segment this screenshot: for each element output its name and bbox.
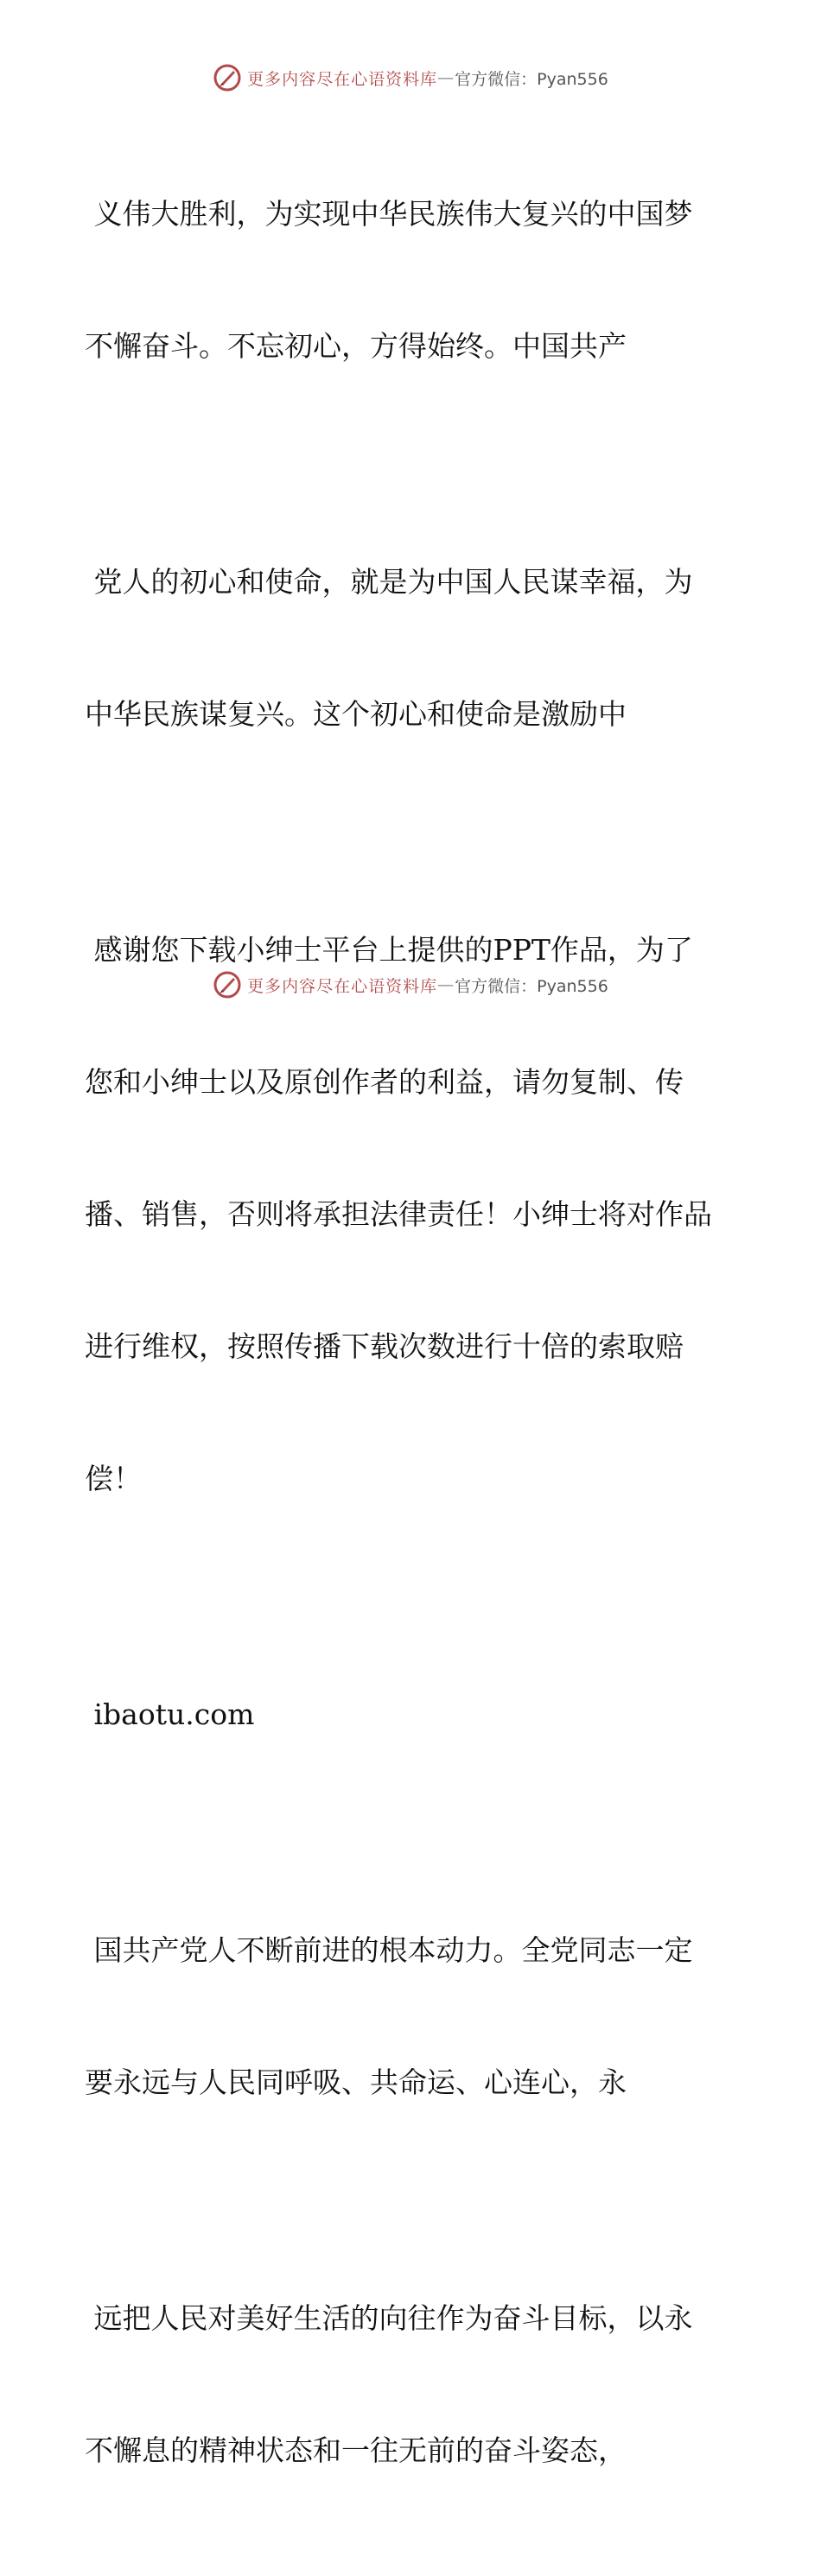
banner-left-text: 更多内容尽在心语资料库 [247, 69, 438, 89]
paragraph-line: 要永远与人民同呼吸、共命运、心连心，永 [85, 2065, 627, 2099]
banner-left-text: 更多内容尽在心语资料库 [247, 976, 438, 996]
paragraph-2 [85, 472, 776, 824]
paragraph-line: ibaotu.com [85, 1697, 255, 1731]
paragraph-line: 不懈奋斗。不忘初心，方得始终。中国共产 [85, 329, 627, 363]
paragraph-6 [85, 2208, 776, 2560]
paragraph-4 [85, 1604, 776, 1824]
paragraph-line: 进行维权，按照传播下载次数进行十倍的索取赔 [85, 1329, 684, 1363]
quill-logo-icon [213, 63, 242, 92]
banner-right-text: 官方微信：Pyan556 [455, 69, 608, 89]
document-body [85, 104, 776, 2576]
header-banner [0, 60, 821, 95]
paragraph-line: 中华民族谋复兴。这个初心和使命是激励中 [85, 697, 627, 731]
banner-right-text: 官方微信：Pyan556 [455, 976, 608, 996]
paragraph-line: 国共产党人不断前进的根本动力。全党同志一定 [85, 1933, 693, 1967]
paragraph-line: 您和小绅士以及原创作者的利益，请勿复制、传 [85, 1065, 684, 1099]
paragraph-5 [85, 1840, 776, 2192]
paragraph-line: 远把人民对美好生活的向往作为奋斗目标，以永 [85, 2301, 693, 2335]
banner-separator: — [437, 975, 455, 994]
paragraph-line: 偿！ [85, 1462, 142, 1495]
footer-banner [0, 968, 821, 1002]
paragraph-line: 播、销售，否则将承担法律责任！小绅士将对作品 [85, 1197, 712, 1231]
quill-logo-icon [213, 970, 242, 999]
paragraph-line: 义伟大胜利，为实现中华民族伟大复兴的中国梦 [85, 197, 693, 231]
paragraph-line: 不懈息的精神状态和一往无前的奋斗姿态， [85, 2433, 627, 2467]
paragraph-line: 党人的初心和使命，就是为中国人民谋幸福，为 [85, 565, 693, 599]
paragraph-line: 感谢您下载小绅士平台上提供的PPT作品，为了 [85, 933, 693, 967]
banner-separator: — [437, 68, 455, 87]
paragraph-3 [85, 840, 776, 1589]
paragraph-1 [85, 104, 776, 456]
